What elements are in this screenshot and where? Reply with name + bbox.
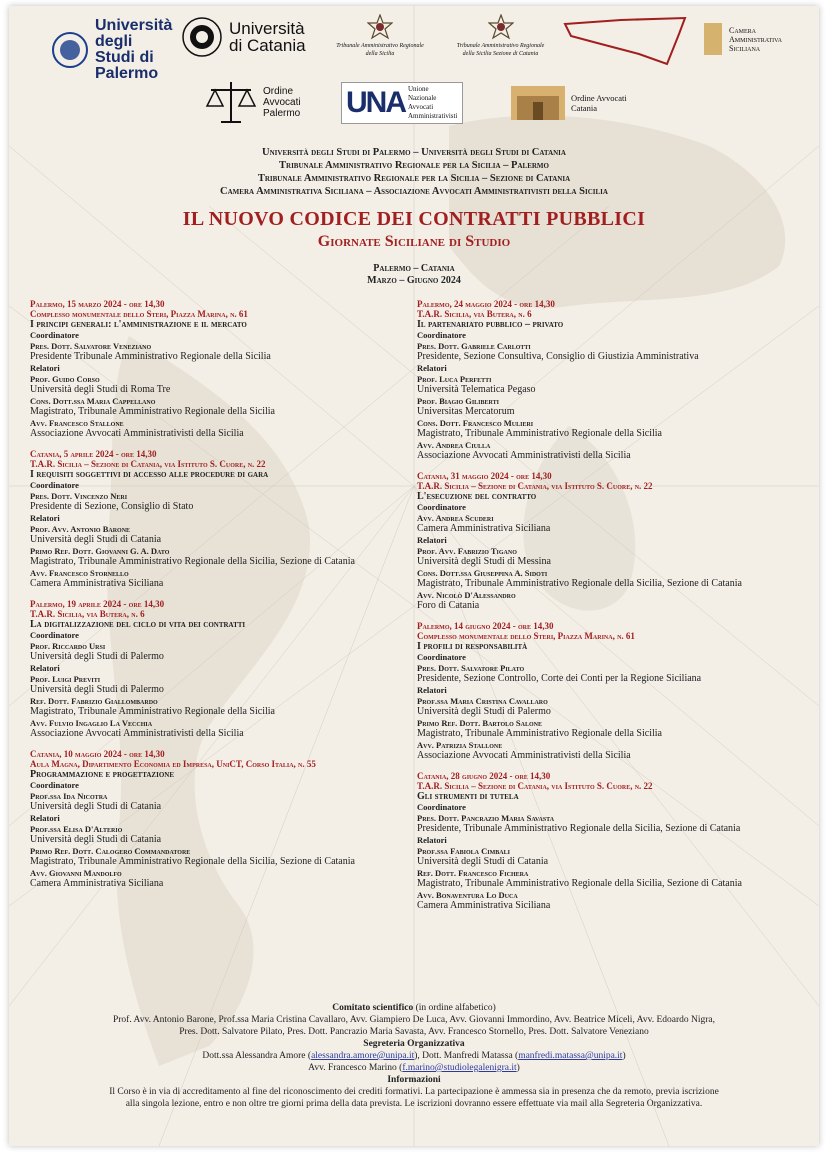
speaker-affiliation: Camera Amministrativa Siciliana: [417, 900, 551, 911]
speaker-affiliation: Camera Amministrativa Siciliana: [417, 523, 551, 534]
speaker-name: Cons. Dott. Francesco Mulieri: [417, 418, 534, 428]
session: [30, 299, 430, 440]
footer: [9, 1002, 819, 1110]
tar-palermo-logo: [335, 14, 425, 58]
emblem-icon: [367, 14, 393, 40]
speaker-affiliation: Magistrato, Tribunale Amministrativo Regionale della Sicilia, Sezione di Catania: [417, 578, 742, 589]
emblem-icon: [488, 14, 514, 40]
oap-logo: [205, 76, 323, 128]
speaker-affiliation: Università degli Studi di Palermo: [30, 684, 164, 695]
oac-name: Ordine Avvocati Catania: [571, 93, 627, 113]
role-label: Relatori: [417, 535, 447, 545]
speaker-name: Avv. Francesco Stornello: [30, 568, 129, 578]
header: [9, 146, 819, 287]
speaker-affiliation: Magistrato, Tribunale Amministrativo Regionale della Sicilia: [417, 428, 662, 439]
institution-line: Tribunale Amministrativo Regionale per la Sicilia – Sezione di Catania: [257, 173, 571, 184]
left-column: [30, 299, 430, 899]
speaker-affiliation: Università degli Studi di Palermo: [30, 651, 164, 662]
session-title: La digitalizzazione del ciclo di vita dei contratti: [30, 619, 246, 630]
cities: Palermo – Catania: [373, 263, 455, 274]
speaker-affiliation: Associazione Avvocati Amministrativisti della Sicilia: [417, 450, 631, 461]
info-text: alla singola lezione, entro e non oltre tre giorni prima della data prevista. Le iscrizioni dovranno essere effettuate via mail alla Segreteria Organizzativa.: [125, 1099, 703, 1109]
session: [417, 771, 817, 912]
speaker-name: Pres. Dott. Salvatore Veneziano: [30, 341, 152, 351]
secretariat-text: ), Dott. Manfredi Matassa (: [414, 1051, 519, 1061]
speaker-name: Prof. Guido Corso: [30, 374, 100, 384]
role-label: Coordinatore: [30, 480, 79, 490]
speaker-name: Prof.ssa Ida Nicotra: [30, 791, 108, 801]
tar-palermo-name: Tribunale Amministrativo Regionale della Sicilia: [336, 43, 424, 57]
session-venue: T.A.R. Sicilia – Sezione di Catania, via Istituto S. Cuore, n. 22: [417, 481, 653, 491]
main-title: IL NUOVO CODICE DEI CONTRATTI PUBBLICI: [182, 208, 646, 230]
role-label: Relatori: [30, 363, 60, 373]
speaker-name: Prof. Luigi Previti: [30, 674, 101, 684]
secretariat-line: [9, 1062, 819, 1074]
session: [417, 299, 817, 462]
unipa-logo: [51, 18, 175, 82]
session: [417, 471, 817, 612]
speaker-name: Pres. Dott. Vincenzo Neri: [30, 491, 128, 501]
speaker-affiliation: Università Telematica Pegaso: [417, 384, 536, 395]
speaker-name: Prof. Luca Perfetti: [417, 374, 492, 384]
speaker-name: Ref. Dott. Fabrizio Giallombardo: [30, 696, 158, 706]
role-label: Relatori: [30, 663, 60, 673]
session-venue: Aula Magna, Dipartimento Economia ed Impresa, UniCT, Corso Italia, n. 55: [30, 759, 316, 769]
institution-line: Tribunale Amministrativo Regionale per la Sicilia – Palermo: [279, 160, 549, 171]
speaker-affiliation: Magistrato, Tribunale Amministrativo Regionale della Sicilia: [30, 706, 275, 717]
session: [417, 621, 817, 762]
speaker-name: Cons. Dott.ssa Giuseppina A. Sidoti: [417, 568, 548, 578]
role-label: Relatori: [417, 835, 447, 845]
committee-heading: Comitato scientifico: [332, 1003, 414, 1013]
email-link[interactable]: f.marino@studiolegalenigra.it: [402, 1063, 517, 1073]
session-venue: Complesso monumentale dello Steri, Piazza Marina, n. 61: [417, 631, 635, 641]
session-date: Catania, 28 giugno 2024 - ore 14,30: [417, 771, 551, 781]
role-label: Coordinatore: [30, 630, 79, 640]
date-range: Marzo – Giugno 2024: [367, 275, 461, 286]
role-label: Relatori: [30, 813, 60, 823]
speaker-name: Avv. Francesco Stallone: [30, 418, 124, 428]
building-image-icon: [511, 86, 565, 120]
speaker-affiliation: Presidente, Sezione Controllo, Corte dei Conti per la Regione Siciliana: [417, 673, 702, 684]
role-label: Relatori: [417, 685, 447, 695]
unict-logo: [181, 16, 309, 58]
speaker-name: Primo Ref. Dott. Bartolo Salone: [417, 718, 542, 728]
institution-line: Università degli Studi di Palermo – Università degli Studi di Catania: [262, 147, 566, 158]
secretariat-text: ): [516, 1063, 520, 1073]
session-venue: T.A.R. Sicilia, via Butera, n. 6: [417, 309, 532, 319]
speaker-affiliation: Associazione Avvocati Amministrativisti della Sicilia: [30, 428, 244, 439]
secretariat-line: [9, 1050, 819, 1062]
speaker-name: Cons. Dott.ssa Maria Cappellano: [30, 396, 156, 406]
speaker-name: Prof. Avv. Fabrizio Tigano: [417, 546, 517, 556]
committee-note: (in ordine alfabetico): [413, 1003, 496, 1013]
email-link[interactable]: manfredi.matassa@unipa.it: [518, 1051, 623, 1061]
session-venue: T.A.R. Sicilia – Sezione di Catania, via Istituto S. Cuore, n. 22: [417, 781, 653, 791]
speaker-name: Avv. Andrea Scuderi: [417, 513, 494, 523]
tar-catania-logo: [453, 14, 548, 58]
speaker-affiliation: Presidente, Sezione Consultiva, Consiglio di Giustizia Amministrativa: [417, 351, 699, 362]
session-date: Palermo, 19 aprile 2024 - ore 14,30: [30, 599, 165, 609]
speaker-name: Prof.ssa Maria Cristina Cavallaro: [417, 696, 548, 706]
sicily-map-logo: [561, 14, 689, 70]
role-label: Coordinatore: [30, 780, 79, 790]
speaker-name: Avv. Patrizia Stallone: [417, 740, 503, 750]
una-logo: [341, 82, 463, 124]
una-mark: UNA: [346, 86, 405, 119]
speaker-name: Prof. Biagio Giliberti: [417, 396, 499, 406]
committee-members: Pres. Dott. Salvatore Pilato, Pres. Dott. Pancrazio Maria Savasta, Avv. Francesco Stornello, Pres. Dott. Salvatore Veneziano: [179, 1027, 649, 1037]
tar-catania-name: Tribunale Amministrativo Regionale della Sicilia Sezione di Catania: [456, 43, 545, 57]
speaker-affiliation: Magistrato, Tribunale Amministrativo Regionale della Sicilia, Sezione di Catania: [30, 556, 355, 567]
logo-strip: [9, 6, 819, 146]
una-name: Unione Nazionale Avvocati Amministrativisti: [408, 85, 458, 120]
speaker-name: Prof. Riccardo Ursi: [30, 641, 106, 651]
speaker-name: Avv. Fulvio Ingaglio La Vecchia: [30, 718, 153, 728]
secretariat-text: Dott.ssa Alessandra Amore (: [202, 1051, 312, 1061]
right-column: [417, 299, 817, 921]
speaker-name: Pres. Dott. Pancrazio Maria Savasta: [417, 813, 555, 823]
speaker-affiliation: Presidente, Tribunale Amministrativo Regionale della Sicilia, Sezione di Catania: [417, 823, 741, 834]
speaker-name: Avv. Giovanni Mandolfo: [30, 868, 122, 878]
unict-name: Università di Catania: [229, 19, 306, 55]
speaker-name: Prof. Avv. Antonio Barone: [30, 524, 131, 534]
speaker-name: Avv. Andrea Ciulla: [417, 440, 491, 450]
speaker-affiliation: Università degli Studi di Catania: [30, 534, 162, 545]
speaker-affiliation: Camera Amministrativa Siciliana: [30, 878, 164, 889]
session: [30, 449, 430, 590]
speaker-name: Primo Ref. Dott. Calogero Commandatore: [30, 846, 191, 856]
scales-icon: [205, 76, 257, 128]
speaker-affiliation: Associazione Avvocati Amministrativisti della Sicilia: [30, 728, 244, 739]
unipa-seal-icon: [51, 31, 89, 69]
role-label: Coordinatore: [30, 330, 79, 340]
speaker-name: Pres. Dott. Gabriele Carlotti: [417, 341, 531, 351]
role-label: Coordinatore: [417, 330, 466, 340]
speaker-name: Prof.ssa Fabiola Cimbali: [417, 846, 510, 856]
subtitle: Giornate Siciliane di Studio: [317, 233, 511, 250]
oap-name: Ordine Avvocati Palermo: [263, 85, 301, 119]
speaker-affiliation: Associazione Avvocati Amministrativisti della Sicilia: [417, 750, 631, 761]
oac-logo: [511, 86, 631, 120]
session-title: L'esecuzione del contratto: [417, 491, 537, 502]
speaker-affiliation: Camera Amministrativa Siciliana: [30, 578, 164, 589]
session-date: Catania, 5 aprile 2024 - ore 14,30: [30, 449, 157, 459]
poster: [9, 6, 819, 1146]
session-date: Palermo, 24 maggio 2024 - ore 14,30: [417, 299, 555, 309]
speaker-name: Pres. Dott. Salvatore Pilato: [417, 663, 525, 673]
secretariat-text: Avv. Francesco Marino (: [308, 1063, 403, 1073]
speaker-affiliation: Università degli Studi di Catania: [30, 834, 162, 845]
secretariat-heading: Segreteria Organizzativa: [363, 1039, 465, 1049]
cas-name: Camera Amministrativa Siciliana: [729, 25, 783, 53]
session-title: Il partenariato pubblico – privato: [417, 319, 564, 330]
session-title: I requisiti soggettivi di accesso alle procedure di gara: [30, 469, 269, 480]
role-label: Coordinatore: [417, 652, 466, 662]
session-date: Catania, 31 maggio 2024 - ore 14,30: [417, 471, 552, 481]
speaker-name: Avv. Bonaventura Lo Duca: [417, 890, 518, 900]
email-link[interactable]: alessandra.amore@unipa.it: [311, 1051, 415, 1061]
session-date: Catania, 10 maggio 2024 - ore 14,30: [30, 749, 165, 759]
speaker-name: Primo Ref. Dott. Giovanni G. A. Dato: [30, 546, 170, 556]
speaker-affiliation: Magistrato, Tribunale Amministrativo Regionale della Sicilia: [30, 406, 275, 417]
role-label: Coordinatore: [417, 502, 466, 512]
speaker-affiliation: Magistrato, Tribunale Amministrativo Regionale della Sicilia, Sezione di Catania: [30, 856, 355, 867]
speaker-name: Avv. Nicolò D'Alessandro: [417, 590, 516, 600]
speaker-affiliation: Università degli Studi di Messina: [417, 556, 551, 567]
speaker-affiliation: Presidente Tribunale Amministrativo Regionale della Sicilia: [30, 351, 271, 362]
session-venue: T.A.R. Sicilia – Sezione di Catania, via Istituto S. Cuore, n. 22: [30, 459, 266, 469]
speaker-affiliation: Foro di Catania: [417, 600, 480, 611]
session-title: Gli strumenti di tutela: [417, 791, 519, 802]
speaker-affiliation: Presidente di Sezione, Consiglio di Stato: [30, 501, 194, 512]
session-title: Programmazione e progettazione: [30, 769, 174, 780]
speaker-affiliation: Magistrato, Tribunale Amministrativo Regionale della Sicilia, Sezione di Catania: [417, 878, 742, 889]
session-title: I principi generali: l'amministrazione e il mercato: [30, 319, 247, 330]
secretariat-text: ): [622, 1051, 626, 1061]
institution-line: Camera Amministrativa Siciliana – Associazione Avvocati Amministrativisti della Sicilia: [220, 186, 608, 197]
session-date: Palermo, 15 marzo 2024 - ore 14,30: [30, 299, 165, 309]
speaker-affiliation: Università degli Studi di Palermo: [417, 706, 551, 717]
session: [30, 599, 430, 740]
committee-members: Prof. Avv. Antonio Barone, Prof.ssa Maria Cristina Cavallaro, Avv. Giampiero De Luca, Avv. Giovanni Immordino, Avv. Beatrice Miceli, Avv. Edoardo Nigra,: [112, 1015, 716, 1025]
speaker-affiliation: Magistrato, Tribunale Amministrativo Regionale della Sicilia: [417, 728, 662, 739]
speaker-affiliation: Universitas Mercatorum: [417, 406, 515, 417]
session-title: I profili di responsabilità: [417, 641, 528, 652]
speaker-affiliation: Università degli Studi di Catania: [30, 801, 162, 812]
cas-logo: [703, 22, 797, 56]
speaker-affiliation: Università degli Studi di Catania: [417, 856, 549, 867]
session-venue: Complesso monumentale dello Steri, Piazza Marina, n. 61: [30, 309, 248, 319]
unict-seal-icon: [181, 16, 223, 58]
speaker-name: Prof.ssa Elisa D'Alterio: [30, 824, 123, 834]
sicily-map-icon: [561, 14, 689, 70]
speaker-affiliation: Università degli Studi di Roma Tre: [30, 384, 171, 395]
session: [30, 749, 430, 890]
session-venue: T.A.R. Sicilia, via Butera, n. 6: [30, 609, 145, 619]
speaker-name: Ref. Dott. Francesco Fichera: [417, 868, 529, 878]
unipa-name: Università degli Studi di Palermo: [95, 17, 173, 82]
role-label: Relatori: [30, 513, 60, 523]
info-heading: Informazioni: [387, 1075, 441, 1085]
cas-emblem-icon: [703, 22, 723, 56]
role-label: Relatori: [417, 363, 447, 373]
info-text: Il Corso è in via di accreditamento al fine del riconoscimento dei crediti formativi. La partecipazione è ammessa sia in presenza che da remoto, previa iscrizione: [109, 1087, 719, 1097]
role-label: Coordinatore: [417, 802, 466, 812]
session-date: Palermo, 14 giugno 2024 - ore 14,30: [417, 621, 554, 631]
